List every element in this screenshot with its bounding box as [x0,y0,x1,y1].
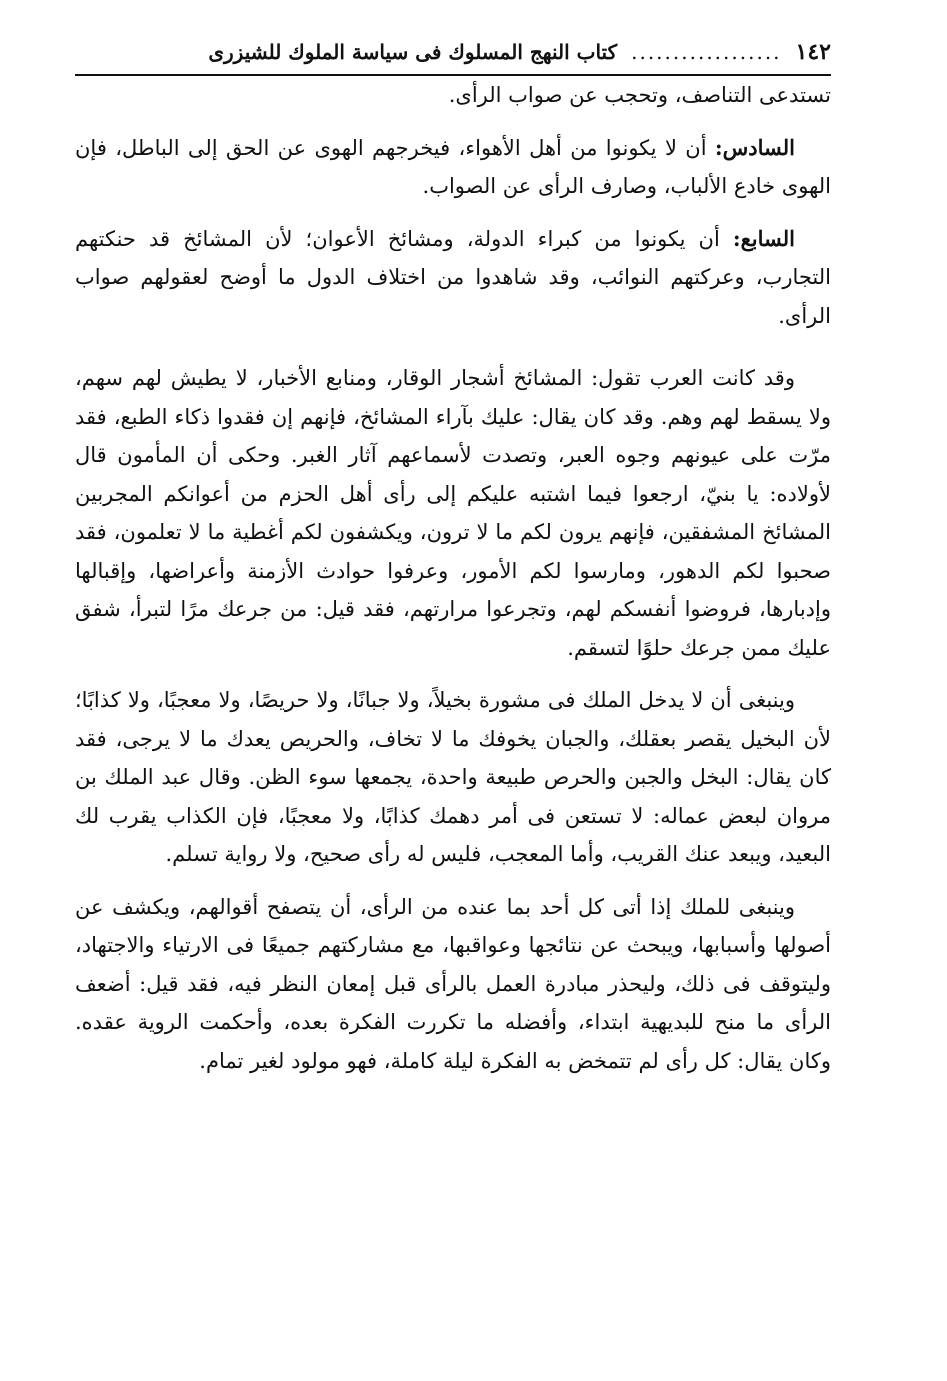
paragraph-seventh-text: أن يكونوا من كبراء الدولة، ومشائخ الأعوان؛ لأن المشائخ قد حنكتهم التجارب، وعركتهم النوائب، وقد شاهدوا من اختلاف الدول ما أوضح لعقولهم صواب الرأى. [75,226,831,328]
term-seventh: السابع: [732,225,795,251]
paragraph-sixth-text: أن لا يكونوا من أهل الأهواء، فيخرجهم الهوى عن الحق إلى الباطل، فإن الهوى خادع الألباب، وصارف الرأى عن الصواب. [75,135,831,198]
paragraph-sixth [75,129,831,206]
book-title: كتاب النهج المسلوك فى سياسة الملوك للشيزرى [208,40,618,64]
page-body [75,76,831,1080]
paragraph-counsel-exclusions: وينبغى أن لا يدخل الملك فى مشورة بخيلاً، ولا جبانًا، ولا حريصًا، ولا معجبًا، ولا كذابًا؛ لأن البخيل يقصر بعقلك، والجبان يخوفك ما لا تخاف، والحريص يعدك ما لا يرجى، فقد كان يقال: البخل والجبن والحرص طبيعة واحدة، يجمعها سوء الظن. وقال عبد الملك بن مروان لبعض عماله: لا تستعن فى أمر دهمك كذابًا، ولا معجبًا، فإن الكذاب يقرب لك البعيد، ويبعد عنك القريب، وأما المعجب، فليس له رأى صحيح، ولا رواية تسلم. [75,688,831,866]
paragraph-continuation: تستدعى التناصف، وتحجب عن صواب الرأى. [448,83,831,107]
page-number: ١٤٢ [795,39,831,65]
paragraph-seventh [75,220,831,336]
paragraph-elders: وقد كانت العرب تقول: المشائخ أشجار الوقار، ومنابع الأخبار، لا يطيش لهم سهم، ولا يسقط لهم وهم. وقد كان يقال: عليك بآراء المشائخ، فإنهم إن فقدوا ذكاء الطبع، فقد مرّت على عيونهم وجوه العبر، وتصدت لأسماعهم آثار الغبر. وحكى أن المأمون قال لأولاده: يا بنيّ، ارجعوا فيما اشتبه عليكم إلى رأى أهل الحزم من أعوانكم المجربين المشائخ المشفقين، فإنهم يرون لكم ما لا ترون، ويكشفون لكم أغطية ما لا تعلمون، فقد صحبوا لكم الدهور، ومارسوا لكم الأمور، وعرفوا حوادث الأزمنة وأعراضها، وإقبالها وإدبارها، فروضوا أنفسكم لهم، وتجرعوا مرارتهم، فقد قيل: من جرعك مرًا لتبرأ، شفق عليك ممن جرعك حلوًا لتسقم. [75,366,832,660]
header-leader-dots: .................. [631,40,782,64]
paragraph-deliberation: وينبغى للملك إذا أتى كل أحد بما عنده من الرأى، أن يتصفح أقوالهم، ويكشف عن أصولها وأسبابها، ويبحث عن نتائجها وعواقبها، مع مشاركتهم جميعًا فى الارتياء والاجتهاد، وليتوقف فى ذلك، وليحذر مبادرة العمل بالرأى قبل إمعان النظر فيه، فقد قيل: أضعف الرأى ما منح للبديهية ابتداء، وأفضله ما تكررت الفكرة بعده، وأحكمت الروية عقده. وكان يقال: كل رأى لم تتمخض به الفكرة ليلة كاملة، فهو مولود لغير تمام. [75,894,831,1073]
term-sixth: السادس: [714,134,795,160]
running-header [75,30,831,76]
